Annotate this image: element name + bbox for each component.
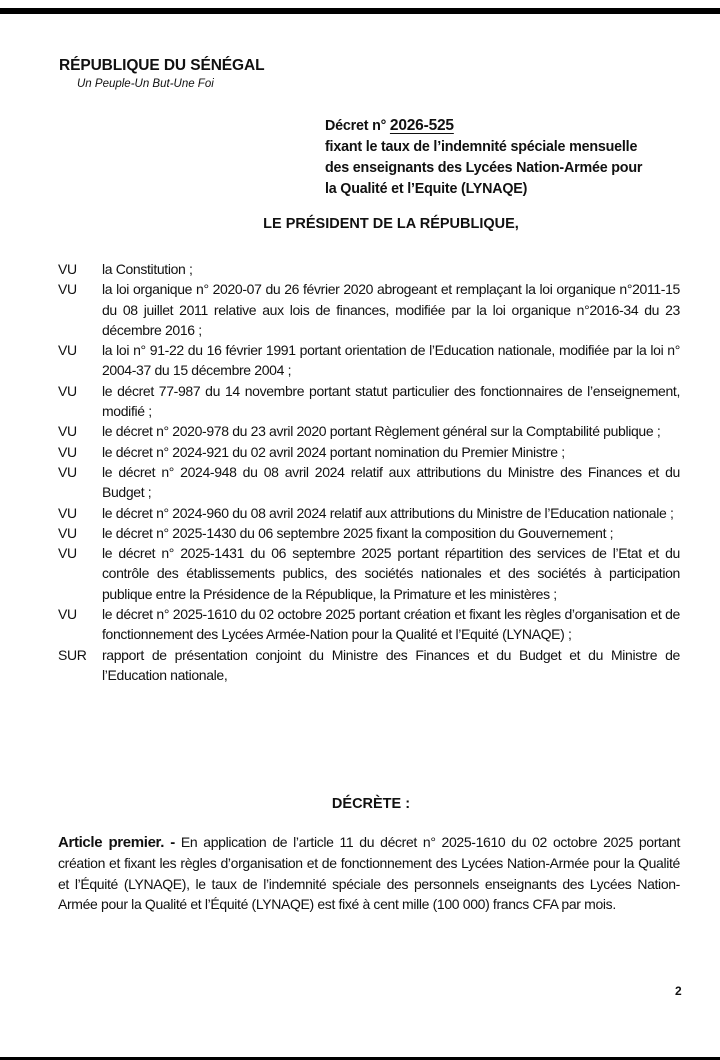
visa-item [58, 421, 680, 441]
visa-item [58, 523, 680, 543]
visa-item [58, 279, 680, 340]
article-heading: Article premier. - [58, 834, 175, 851]
visa-text: le décret n° 2025-1431 du 06 septembre 2025 portant répartition des services de l’Etat et du contrôle des établissements publics, des sociétés nationales et des sociétés à participation publique entre la Présidence de la République, la Primature et les ministères ; [102, 545, 680, 602]
visa-label: VU [58, 504, 77, 521]
visa-label: VU [58, 261, 77, 277]
republic-name: RÉPUBLIQUE DU SÉNÉGAL [59, 57, 265, 74]
visa-item [58, 645, 680, 686]
visa-item [58, 543, 680, 604]
decree-number-line [325, 115, 715, 137]
visa-item [58, 604, 680, 645]
visa-label: VU [58, 382, 77, 399]
visa-item [58, 259, 680, 279]
visa-label: VU [58, 545, 77, 562]
visa-item [58, 442, 680, 462]
visa-label: VU [58, 281, 77, 298]
decree-number: 2026-525 [389, 117, 454, 134]
document-header [59, 57, 264, 90]
visa-label: VU [58, 524, 77, 541]
top-border [0, 8, 720, 14]
visa-text: rapport de présentation conjoint du Ministre des Finances et du Budget et du Ministre de l’Education nationale, [102, 646, 680, 683]
decree-prefix: Décret n° [325, 118, 387, 134]
visa-text: la Constitution ; [102, 261, 193, 277]
visa-text: le décret n° 2020-978 du 23 avril 2020 portant Règlement général sur la Comptabilité publique ; [102, 423, 661, 440]
decree-title-line: fixant le taux de l’indemnité spéciale mensuelle [325, 139, 638, 155]
visa-text: la loi organique n° 2020-07 du 26 février 2020 abrogeant et remplaçant la loi organique n°2011-15 du 08 juillet 2011 relative aux lois de finances, modifiée par la loi organique n°2016-34 du 23 décembre 2016 ; [102, 281, 680, 338]
visa-item [58, 462, 680, 503]
decree-title [325, 115, 715, 200]
visa-text: le décret n° 2024-960 du 08 avril 2024 relatif aux attributions du Ministre de l’Education nationale ; [102, 504, 674, 521]
visa-item [58, 340, 680, 381]
visa-text: le décret n° 2024-921 du 02 avril 2024 portant nomination du Premier Ministre ; [102, 443, 565, 460]
page-number: 2 [675, 984, 682, 998]
visa-label: VU [58, 342, 77, 359]
visa-item [58, 381, 680, 422]
decree-title-line: la Qualité et l’Equite (LYNAQE) [325, 181, 528, 197]
decrete-heading: DÉCRÈTE : [331, 796, 411, 812]
visa-text: le décret n° 2025-1610 du 02 octobre 2025 portant création et fixant les règles d’organisation et de fonctionnement des Lycées Armée-Nation pour la Qualité et l’Equité (LYNAQE) ; [102, 606, 680, 643]
decree-title-line: des enseignants des Lycées Nation-Armée pour [325, 160, 643, 176]
visa-text: la loi n° 91-22 du 16 février 1991 portant orientation de l’Education nationale, modifiée par la loi n° 2004-37 du 15 décembre 2004 ; [102, 342, 680, 379]
national-motto: Un Peuple-Un But-Une Foi [77, 78, 214, 90]
president-heading: LE PRÉSIDENT DE LA RÉPUBLIQUE, [263, 216, 519, 232]
visa-label: VU [58, 463, 77, 480]
visa-text: le décret n° 2025-1430 du 06 septembre 2025 fixant la composition du Gouvernement ; [102, 524, 614, 541]
visa-text: le décret n° 2024-948 du 08 avril 2024 relatif aux attributions du Ministre des Finances et du Budget ; [102, 463, 680, 501]
visa-label: VU [58, 606, 77, 623]
visa-item [58, 503, 680, 523]
article-premier [58, 832, 680, 914]
visa-text: le décret 77-987 du 14 novembre portant statut particulier des fonctionnaires de l’enseignement, modifié ; [102, 382, 680, 420]
visa-label: VU [58, 443, 77, 460]
article-text: En application de l’article 11 du décret n° 2025-1610 du 02 octobre 2025 portant création et fixant les règles d’organisation et de fonctionnement des Lycées Nation-Armée pour la Qualité et l’Équité (LYNAQE), le taux de l’indemnité spéciale des personnels enseignants des Lycées Nation-Armée pour la Qualité et l’Équité (LYNAQE) est fixé à cent mille (100 000) francs CFA par mois. [58, 834, 680, 912]
visa-label: SUR [58, 646, 87, 663]
visas-list [58, 259, 680, 685]
visa-label: VU [58, 423, 77, 440]
